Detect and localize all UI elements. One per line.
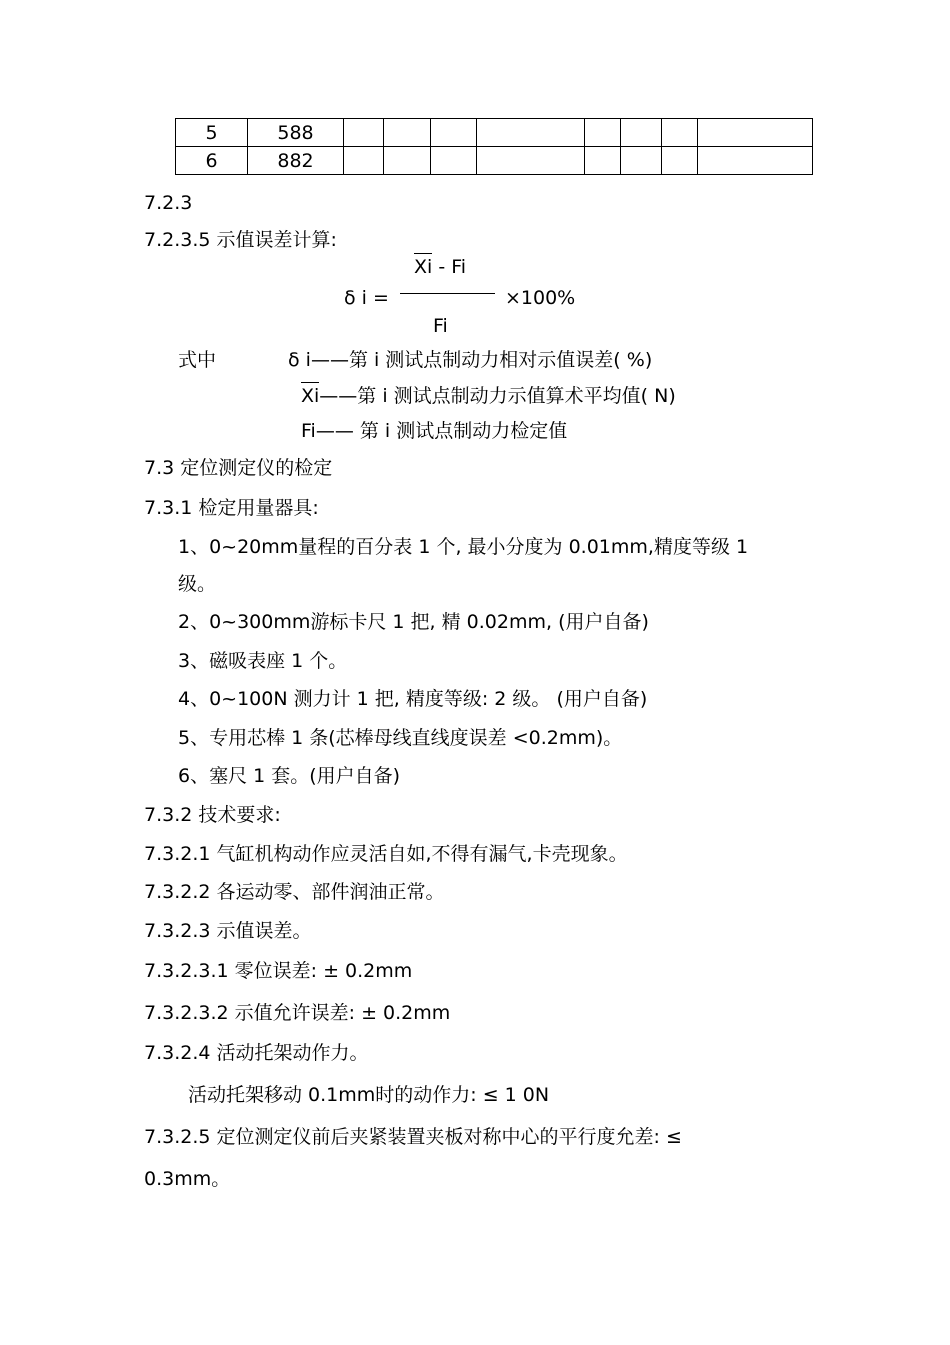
formula-minus-fi: - Fi — [432, 256, 467, 278]
section-7-3-2-2: 7.3.2.2 各运动零、部件润油正常。 — [144, 881, 445, 903]
table-cell — [698, 119, 813, 147]
item-5: 5、专用芯棒 1 条(芯棒母线直线度误差 <0.2mm)。 — [178, 727, 623, 749]
legend-label: 式中 — [178, 349, 217, 371]
item-1: 1、0~20mm量程的百分表 1 个, 最小分度为 0.01mm,精度等级 1 — [178, 536, 749, 558]
section-7-3-2-5: 7.3.2.5 定位测定仪前后夹紧装置夹板对称中心的平行度允差: ≤ — [144, 1126, 682, 1148]
table-cell — [662, 147, 698, 175]
section-7-3-2-3-2: 7.3.2.3.2 示值允许误差: ± 0.2mm — [144, 1002, 451, 1024]
section-7-3-2: 7.3.2 技术要求: — [144, 804, 281, 826]
table-cell — [621, 147, 662, 175]
legend-line-1: δ i——第 i 测试点制动力相对示值误差( %) — [288, 349, 653, 371]
item-1-cont: 级。 — [178, 573, 217, 595]
formula-times-100: ×100% — [505, 287, 576, 309]
table-cell: 6 — [176, 147, 248, 175]
table-cell — [344, 119, 384, 147]
formula-lhs: δ i = — [344, 287, 389, 309]
table-cell — [621, 119, 662, 147]
table-cell — [344, 147, 384, 175]
table-cell — [431, 119, 477, 147]
table-cell: 5 — [176, 119, 248, 147]
legend-line-3: Fi—— 第 i 测试点制动力检定值 — [301, 420, 568, 442]
table-cell — [585, 119, 621, 147]
section-7-3-2-4-detail: 活动托架移动 0.1mm时的动作力: ≤ 1 0N — [188, 1084, 550, 1106]
table-cell — [477, 119, 585, 147]
table-cell — [585, 147, 621, 175]
table-cell: 882 — [248, 147, 344, 175]
item-6: 6、塞尺 1 套。(用户自备) — [178, 765, 401, 787]
section-7-3-1: 7.3.1 检定用量器具: — [144, 497, 319, 519]
section-7-2-3-5: 7.2.3.5 示值误差计算: — [144, 229, 337, 251]
table-cell — [662, 119, 698, 147]
table-row — [176, 119, 813, 147]
section-7-3-2-3: 7.3.2.3 示值误差。 — [144, 920, 312, 942]
table-cell — [698, 147, 813, 175]
section-7-3: 7.3 定位测定仪的检定 — [144, 457, 333, 479]
section-7-3-2-5-cont: 0.3mm。 — [144, 1168, 231, 1190]
table-cell: 588 — [248, 119, 344, 147]
data-table — [175, 118, 813, 175]
item-2: 2、0~300mm游标卡尺 1 把, 精 0.02mm, (用户自备) — [178, 611, 649, 633]
section-7-3-2-3-1: 7.3.2.3.1 零位误差: ± 0.2mm — [144, 960, 413, 982]
section-7-3-2-1: 7.3.2.1 气缸机构动作应灵活自如,不得有漏气,卡壳现象。 — [144, 843, 628, 865]
table-cell — [384, 119, 431, 147]
section-7-3-2-4: 7.3.2.4 活动托架动作力。 — [144, 1042, 369, 1064]
fraction-bar — [400, 293, 495, 294]
formula-denominator: Fi — [433, 315, 448, 337]
table-cell — [384, 147, 431, 175]
formula-xi-mean: Xi — [414, 253, 432, 278]
section-7-2-3: 7.2.3 — [144, 192, 193, 214]
table-cell — [431, 147, 477, 175]
item-4: 4、0~100N 测力计 1 把, 精度等级: 2 级。 (用户自备) — [178, 688, 648, 710]
legend-line-2: Xi——第 i 测试点制动力示值算术平均值( N) — [301, 387, 676, 406]
item-3: 3、磁吸表座 1 个。 — [178, 650, 348, 672]
table-row — [176, 147, 813, 175]
table-cell — [477, 147, 585, 175]
